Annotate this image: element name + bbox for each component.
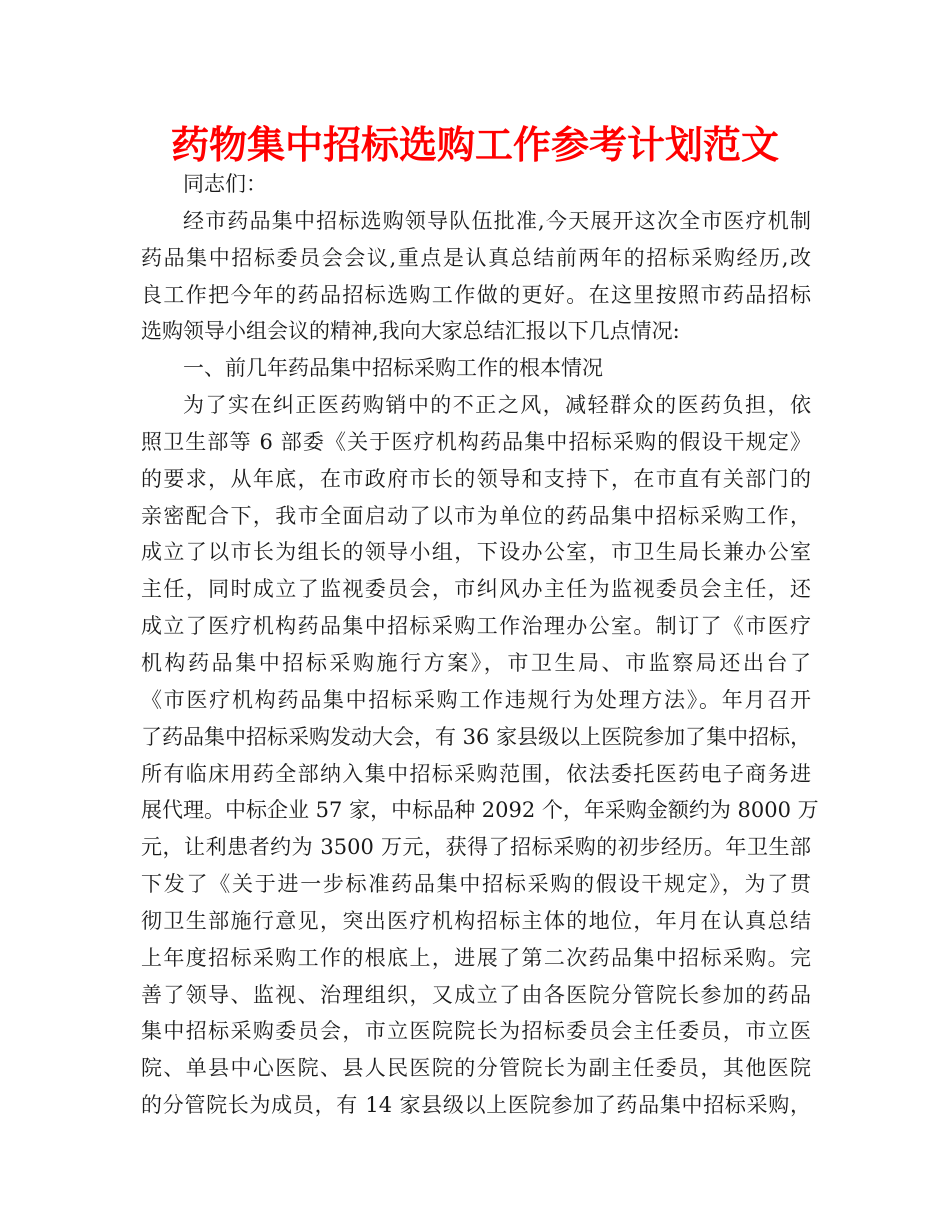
text-line: 主任，同时成立了监视委员会，市纠风办主任为监视委员会主任，还: [141, 577, 811, 602]
text-line: 选购领导小组会议的精神,我向大家总结汇报以下几点情况:: [141, 319, 680, 344]
text-line: 的要求，从年底，在市政府市长的领导和支持下，在市直有关部门的: [141, 466, 811, 491]
text-line: 良工作把今年的药品招标选购工作做的更好。在这里按照市药品招标: [141, 282, 811, 307]
text-line: 的分管院长为成员，有 14 家县级以上医院参加了药品集中招标采购，: [141, 1093, 811, 1118]
text-line: 集中招标采购委员会，市立医院院长为招标委员会主任委员，市立医: [141, 1019, 811, 1044]
text-line: 所有临床用药全部纳入集中招标采购范围，依法委托医药电子商务进: [141, 761, 811, 786]
text-line: 上年度招标采购工作的根底上，进展了第二次药品集中招标采购。完: [141, 945, 811, 970]
document-title: 药物集中招标选购工作参考计划范文: [170, 123, 779, 167]
text-line: 一、前几年药品集中招标采购工作的根本情况: [183, 356, 603, 381]
document-body: [141, 166, 819, 1124]
text-line: 展代理。中标企业 57 家，中标品种 2092 个，年采购金额约为 8000 万: [141, 798, 819, 823]
text-line: 彻卫生部施行意见，突出医疗机构招标主体的地位，年月在认真总结: [141, 908, 811, 933]
text-line: 亲密配合下，我市全面启动了以市为单位的药品集中招标采购工作，: [141, 503, 811, 528]
text-line: 成立了以市长为组长的领导小组，下设办公室，市卫生局长兼办公室: [141, 540, 811, 565]
text-line: 经市药品集中招标选购领导队伍批准,今天展开这次全市医疗机制: [183, 208, 811, 233]
text-line: 药品集中招标委员会会议,重点是认真总结前两年的招标采购经历,改: [141, 245, 811, 270]
text-line: 为了实在纠正医药购销中的不正之风，减轻群众的医药负担，依: [183, 393, 811, 418]
salutation-line: 同志们：: [183, 172, 267, 196]
text-line: 了药品集中招标采购发动大会，有 36 家县级以上医院参加了集中招标，: [141, 724, 812, 749]
text-line: 照卫生部等 6 部委《关于医疗机构药品集中招标采购的假设干规定》: [141, 429, 811, 454]
text-line: 机构药品集中招标采购施行方案》，市卫生局、市监察局还出台了: [141, 650, 811, 675]
text-line: 成立了医疗机构药品集中招标采购工作治理办公室。制订了《市医疗: [141, 614, 811, 639]
text-line: 《市医疗机构药品集中招标采购工作违规行为处理方法》。年月召开: [141, 687, 811, 712]
text-line: 院、单县中心医院、县人民医院的分管院长为副主任委员，其他医院: [141, 1056, 811, 1081]
text-line: 下发了《关于进一步标准药品集中招标采购的假设干规定》，为了贯: [141, 872, 811, 897]
text-line: 元，让利患者约为 3500 万元，获得了招标采购的初步经历。年卫生部: [141, 835, 811, 860]
text-line: 善了领导、监视、治理组织，又成立了由各医院分管院长参加的药品: [141, 982, 811, 1007]
